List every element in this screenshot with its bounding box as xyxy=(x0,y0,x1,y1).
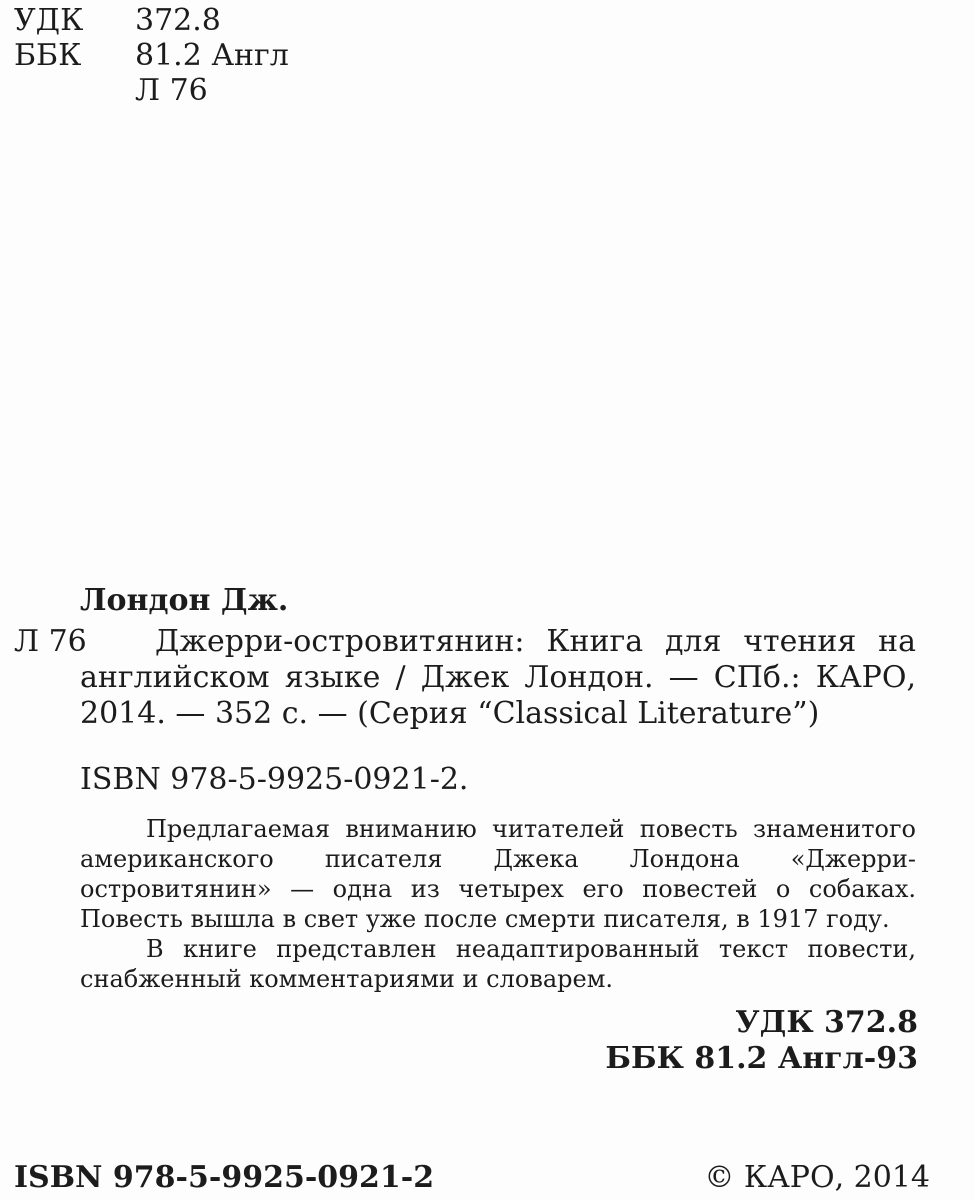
record-title: Джерри-островитянин: Книга для чтения на английском языке / Джек Лондон. — СПб.: КАРО, 2014. — 352 с. — (Серия “Classical Literature”) xyxy=(80,624,916,731)
annotation-paragraph: В книге представлен неадаптированный текст повести, снабженный комментариями и словарем. xyxy=(80,935,916,993)
author-mark: Л 76 xyxy=(135,73,208,108)
udk-label: УДК xyxy=(14,3,84,38)
footer-isbn: ISBN 978-5-9925-0921-2 xyxy=(14,1160,435,1195)
record-isbn: ISBN 978-5-9925-0921-2. xyxy=(80,762,469,797)
record-code: Л 76 xyxy=(14,624,87,659)
bbk-value: 81.2 Англ xyxy=(135,38,289,73)
annotation-paragraph: Предлагаемая вниманию читателей повесть знаменитого американского писателя Джека Лондона «Джерри-островитянин» — одна из четырех его повестей о собаках. Повесть вышла в свет уже после смерти писателя, в 1917 году. xyxy=(80,815,916,933)
bbk-bottom: ББК 81.2 Англ-93 xyxy=(605,1041,918,1076)
udk-value: 372.8 xyxy=(135,3,221,38)
record-author: Лондон Дж. xyxy=(80,583,289,618)
annotation xyxy=(80,814,916,994)
footer-copyright: © КАРО, 2014 xyxy=(704,1160,930,1195)
udk-bottom: УДК 372.8 xyxy=(735,1005,918,1040)
bbk-label: ББК xyxy=(14,38,82,73)
